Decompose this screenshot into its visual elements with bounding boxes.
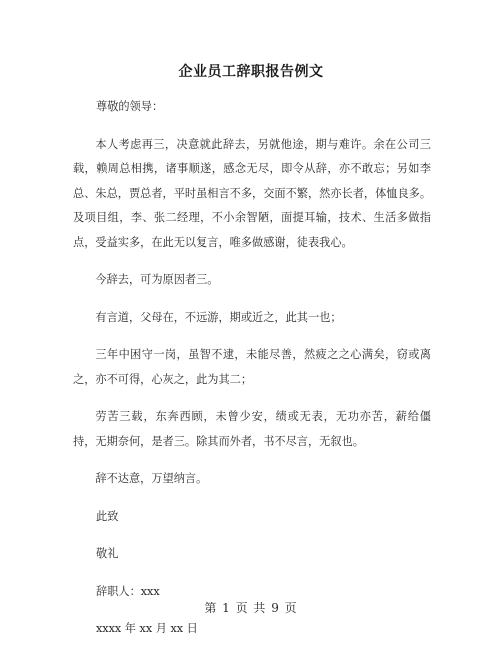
paragraph-conclusion: 辞不达意，万望纳言。 [95,472,208,485]
closing-line-2: 敬礼 [96,547,119,560]
date-line: xxxx 年 xx 月 xx 日 [96,622,198,635]
paragraph-reason-two: 三年中困守一岗，虽智不逮，未能尽善，然疲之之心满矣，窃或离之，亦不可得，心灰之，此为其二； [73,348,431,386]
paragraph-reason-one: 有言道，父母在，不远游，期或近之，此其一也； [95,310,342,324]
document-title: 企业员工辞职报告例文 [178,64,324,80]
paragraph-reasons-intro: 今辞去，可为原因者三。 [95,273,219,286]
paragraph-gratitude: 本人考虑再三，决意就此辞去，另就他途，期与难许。余在公司三载，赖周总相携，诸事顺遂，感念无尽，即令从辞，亦不敢忘；另如李总、朱总，贾总者，平时虽相言不多，交面不繁，然亦长者，体恤良多。及项目组，李、张二经理，不小余智陋，面提耳输，技术、生活多做指点，受益实多，在此无以复言，唯多做感谢，徒表我心。 [73,137,432,249]
paragraph-reason-three: 劳苦三载，东奔西顾，未曾少安，绩或无表，无功亦苦，薪给僵持，无期奈何，是者三。除其而外者，书不尽言，无叙也。 [73,410,431,448]
signature: 辞职人：xxx [96,584,160,598]
document-body [73,95,431,655]
closing-line-1: 此致 [96,509,119,523]
greeting: 尊敬的领导： [96,100,164,113]
page-indicator: 第 1 页 共 9 页 [204,601,298,615]
